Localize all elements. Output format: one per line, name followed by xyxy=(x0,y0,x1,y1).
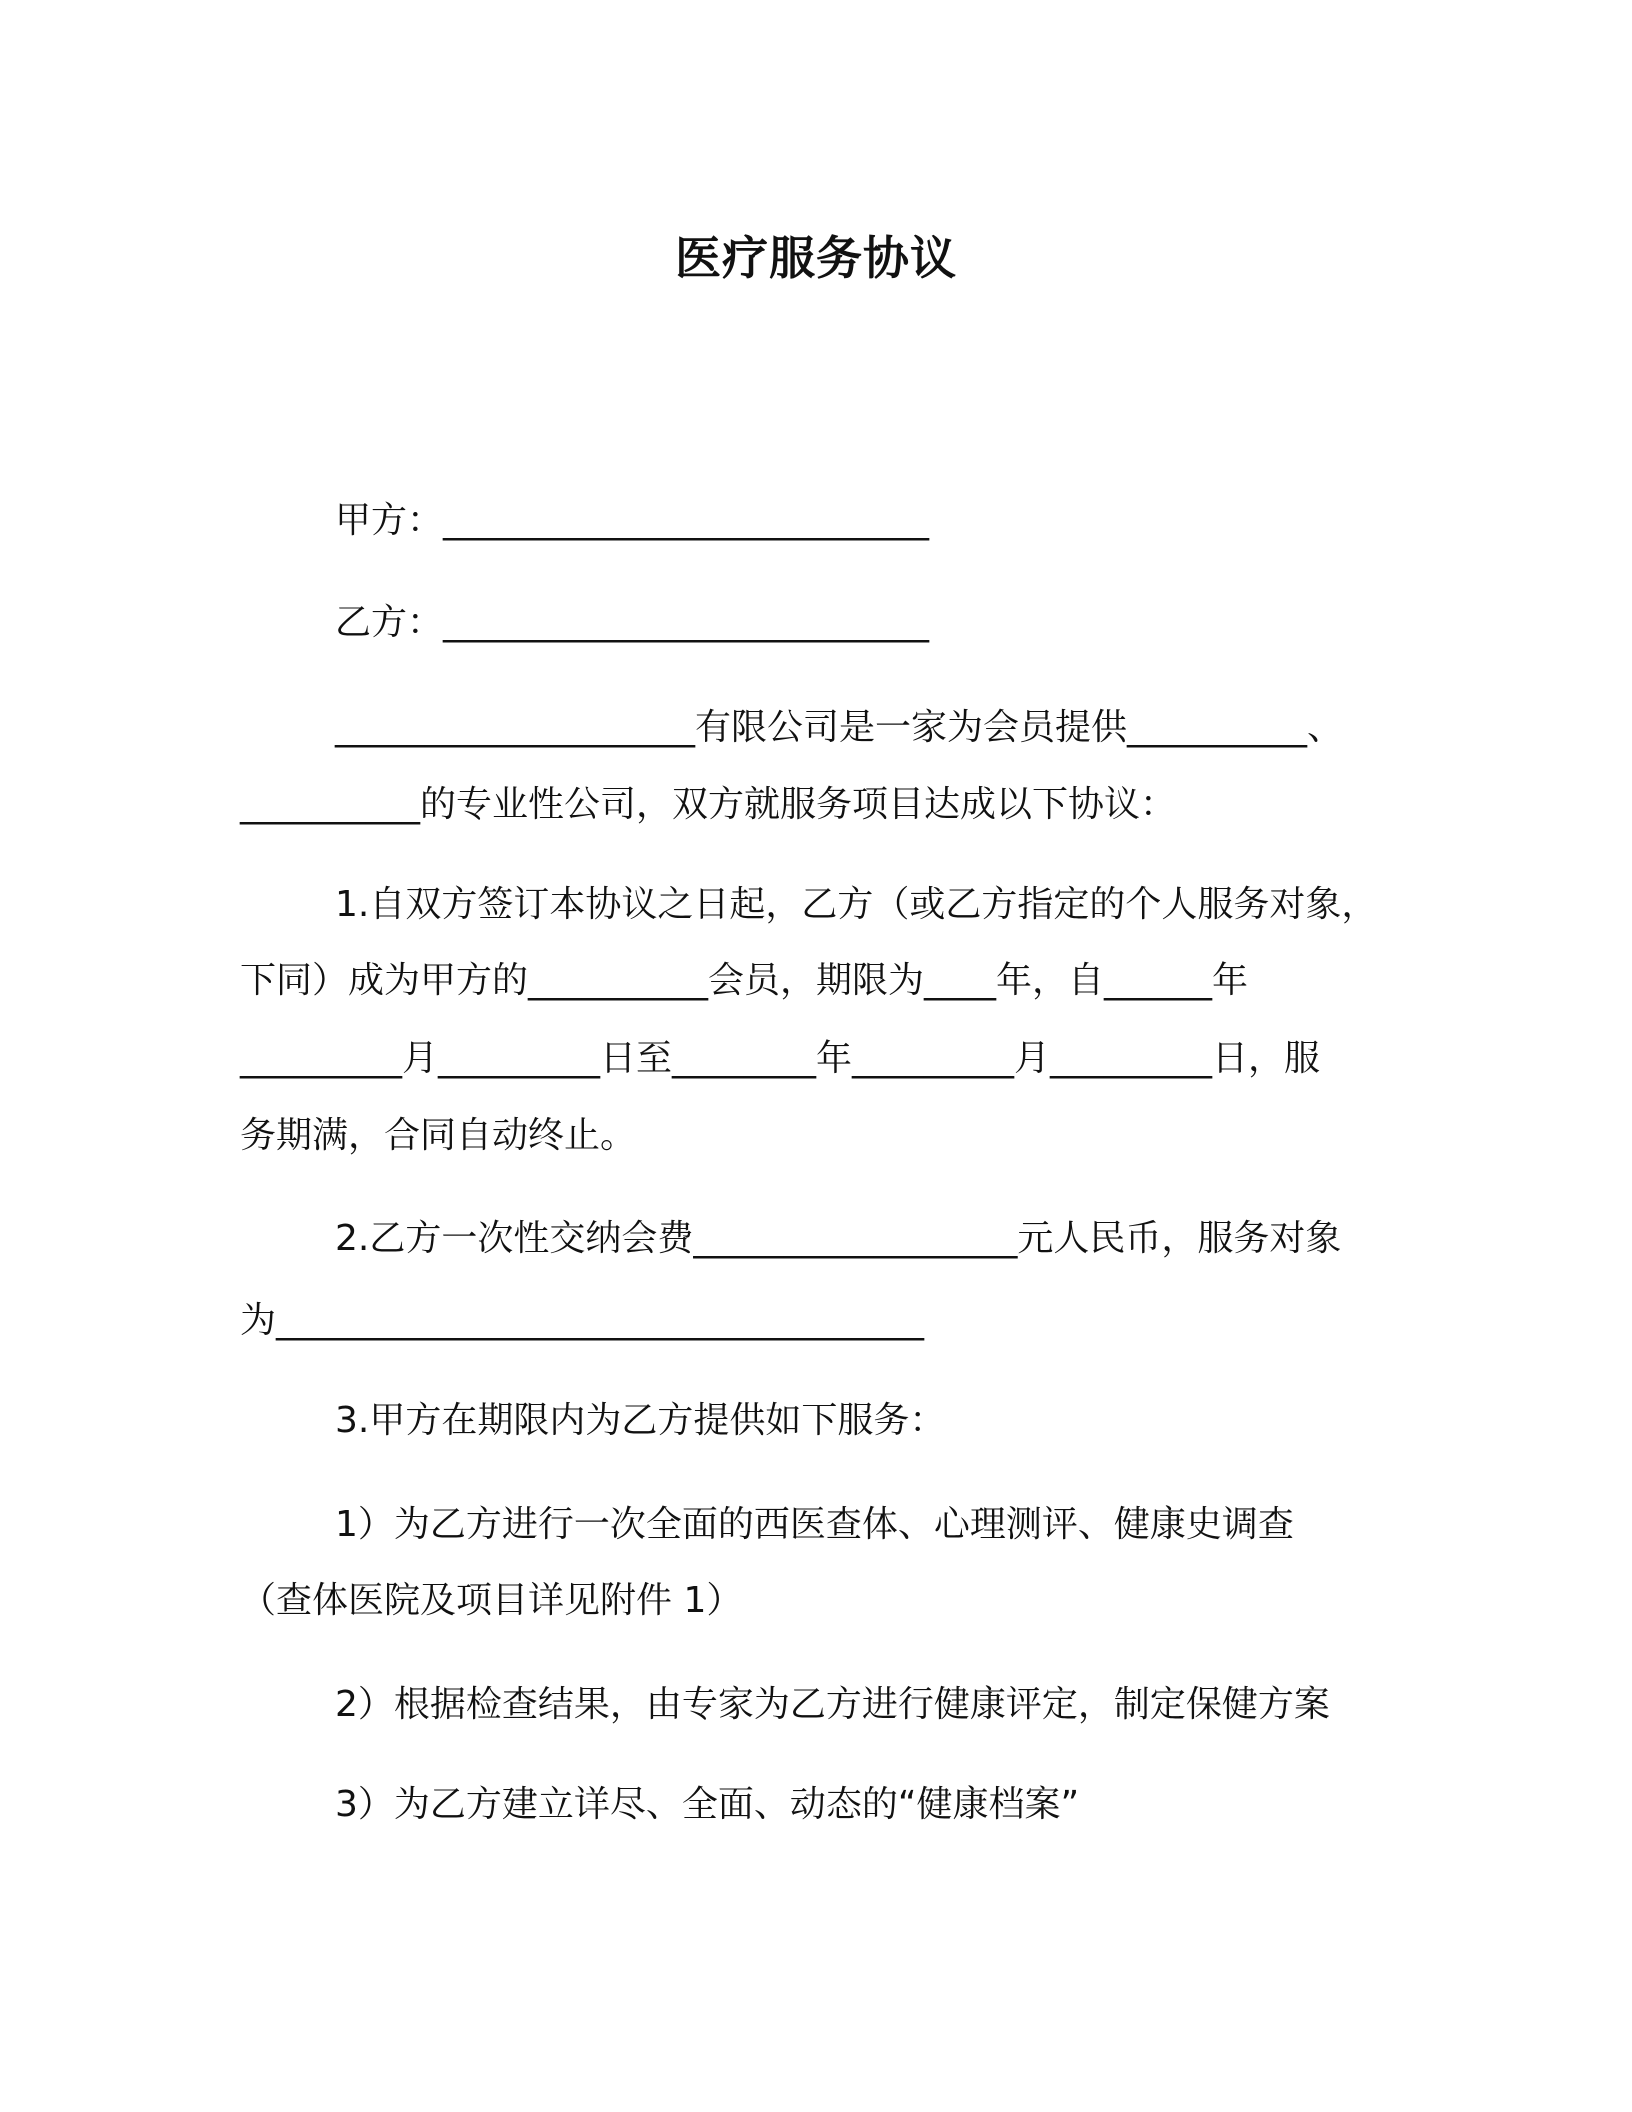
clause-2-line-2: 为____________________________________ xyxy=(240,1300,924,1341)
service-1-line-2: （查体医院及项目详见附件 1） xyxy=(240,1580,743,1621)
party-a-line: 甲方：___________________________ xyxy=(335,500,930,541)
intro-line-2: __________的专业性公司，双方就服务项目达成以下协议： xyxy=(240,784,1177,825)
service-3-line: 3）为乙方建立详尽、全面、动态的“健康档案” xyxy=(335,1784,1080,1825)
service-1-line-1: 1）为乙方进行一次全面的西医查体、心理测评、健康史调查 xyxy=(335,1504,1294,1545)
clause-2-line-1: 2.乙方一次性交纳会费__________________元人民币，服务对象 xyxy=(335,1218,1342,1259)
party-b-line: 乙方：___________________________ xyxy=(335,602,930,643)
service-2-line: 2）根据检查结果，由专家为乙方进行健康评定，制定保健方案 xyxy=(335,1684,1330,1725)
intro-line-1: ____________________有限公司是一家为会员提供__________、 xyxy=(335,707,1344,748)
document-title: 医疗服务协议 xyxy=(675,231,957,285)
clause-3-line: 3.甲方在期限内为乙方提供如下服务： xyxy=(335,1400,946,1441)
clause-1-line-3: _________月_________日至________年_________月_________日，服 xyxy=(240,1038,1320,1079)
clause-1-line-1: 1.自双方签订本协议之日起，乙方（或乙方指定的个人服务对象， xyxy=(335,884,1378,925)
clause-1-line-4: 务期满，合同自动终止。 xyxy=(240,1115,637,1156)
clause-1-line-2: 下同）成为甲方的__________会员，期限为____年，自______年 xyxy=(240,960,1249,1001)
